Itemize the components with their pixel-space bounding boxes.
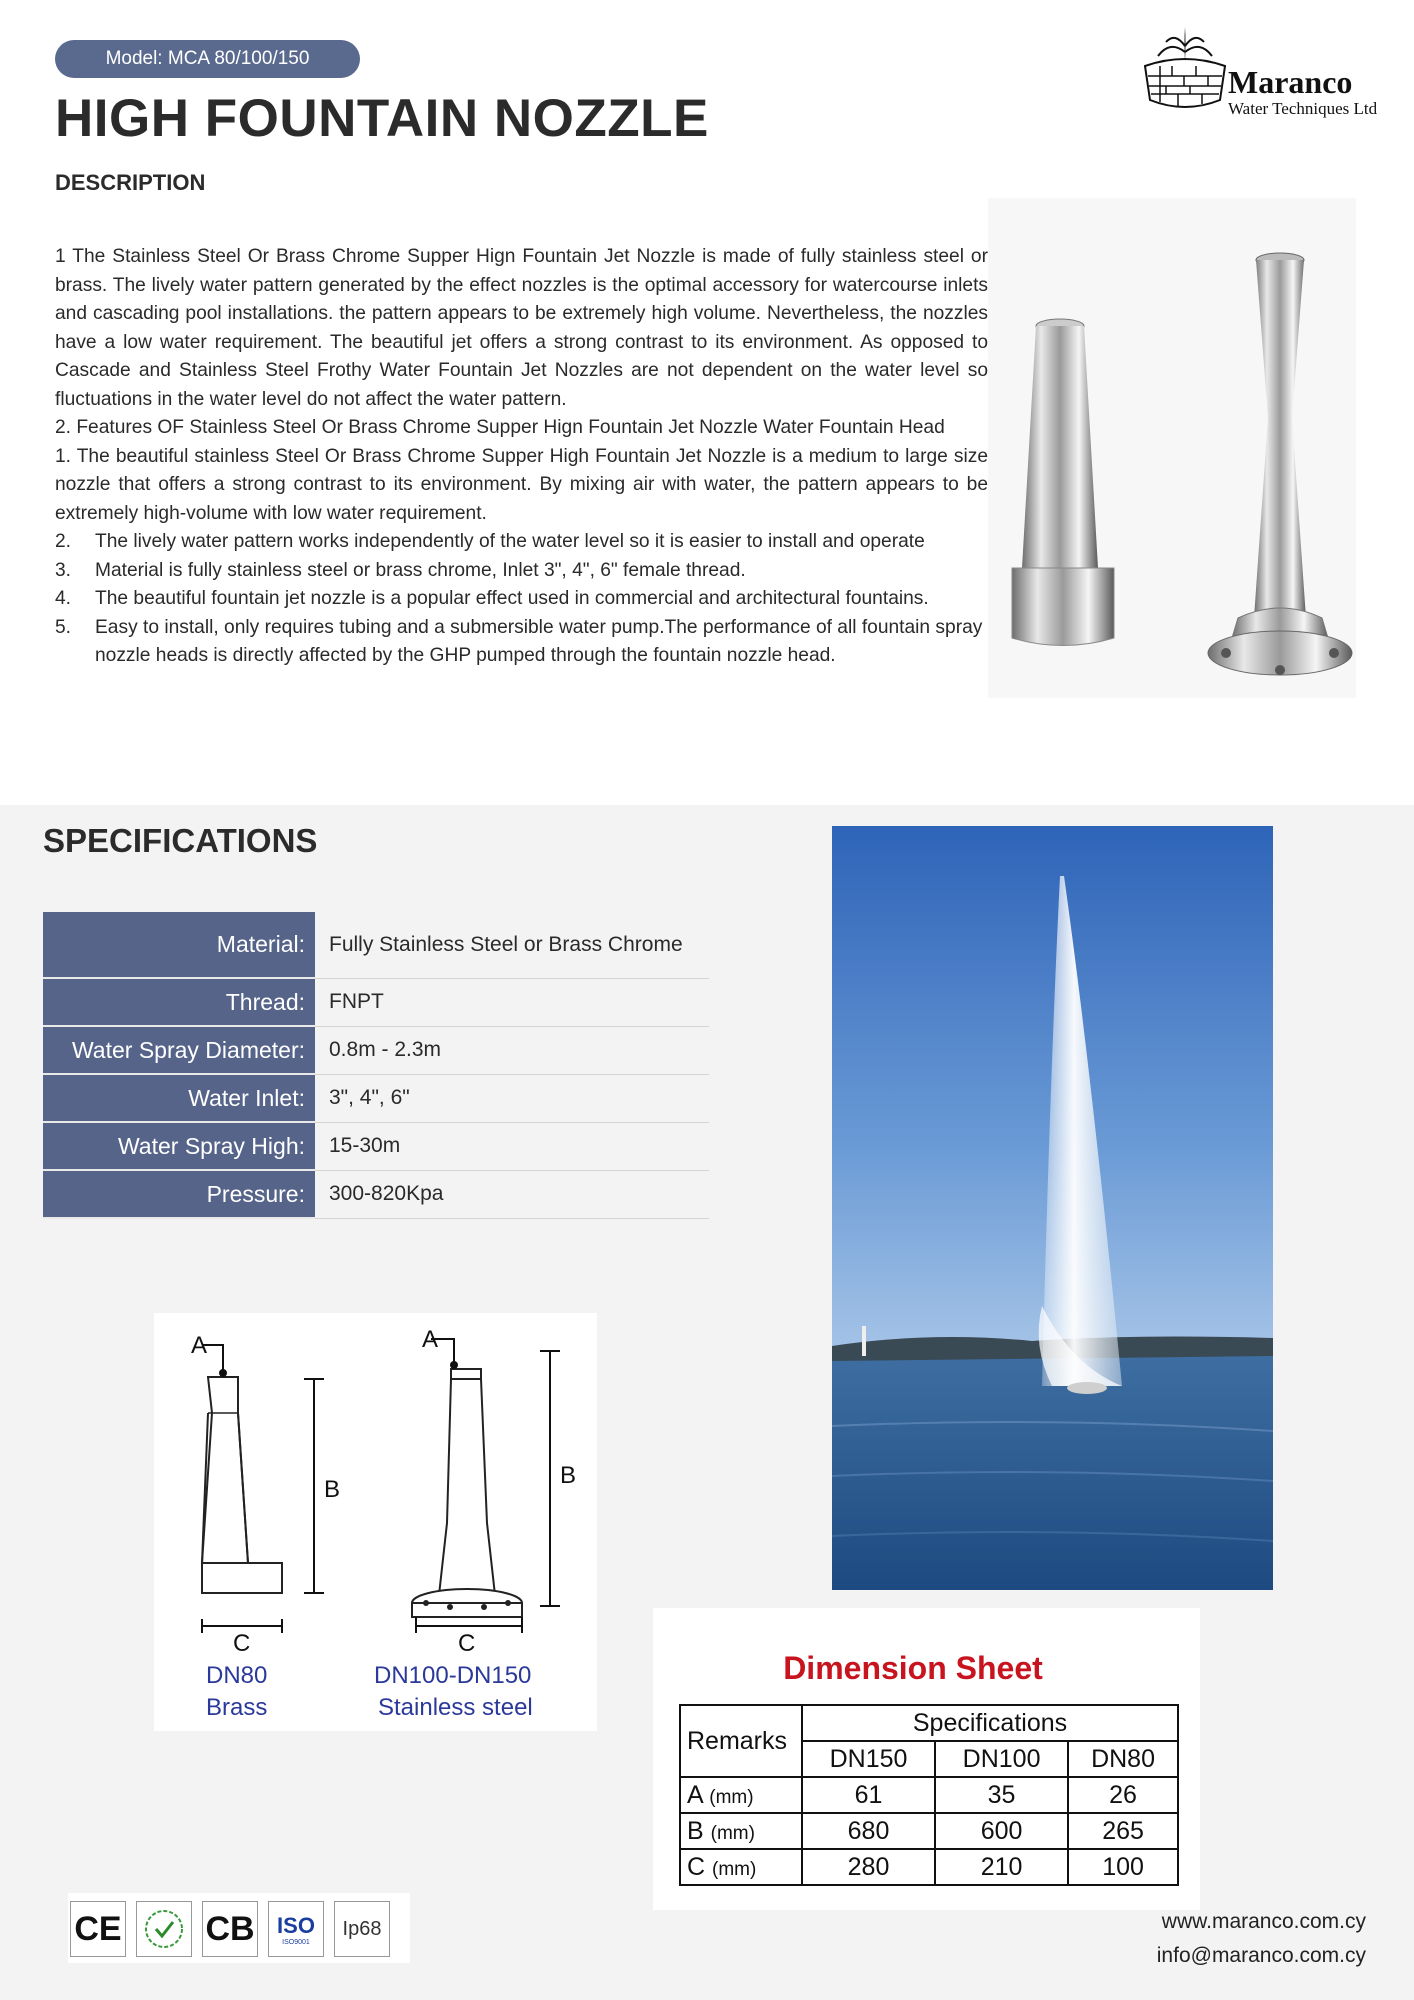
- dim-label-a: A: [422, 1326, 439, 1353]
- dn100-outline: [439, 1379, 495, 1595]
- table-cell: 61: [802, 1777, 935, 1813]
- dn100-dn150-label: DN100-DN150: [374, 1662, 532, 1689]
- nozzle-product-photo: [988, 198, 1356, 698]
- row-unit: (mm): [709, 1786, 754, 1808]
- list-number: 5.: [55, 616, 72, 638]
- description-heading: DESCRIPTION: [55, 170, 206, 195]
- row-unit: (mm): [710, 1822, 755, 1844]
- dim-label-c: C: [458, 1630, 476, 1657]
- spec-label: Water Spray Diameter:: [43, 1026, 315, 1074]
- list-text: The beautiful fountain jet nozzle is a popular effect used in commercial and architectural fountains.: [95, 588, 929, 609]
- spec-value: 15-30m: [315, 1122, 709, 1170]
- row-label: [680, 1813, 802, 1849]
- rohs-laurel-icon: [142, 1907, 186, 1951]
- list-item: [55, 557, 988, 586]
- table-row: [680, 1705, 1178, 1741]
- specifications-table: [43, 912, 709, 1219]
- table-cell: 600: [935, 1813, 1068, 1849]
- feature-list: [55, 528, 988, 671]
- iso-mark-icon: [268, 1901, 324, 1957]
- table-row: [680, 1813, 1178, 1849]
- list-text: Easy to install, only requires tubing and a submersible water pump.The performance of all fountain spray nozzle heads is directly affected by the GHP pumped through the fountain nozzle head.: [95, 616, 983, 666]
- spec-value: 3", 4", 6": [315, 1074, 709, 1122]
- spec-label: Material:: [43, 912, 315, 978]
- dim-label-b: B: [324, 1476, 341, 1503]
- dimension-sheet: [653, 1608, 1200, 1910]
- table-row: [43, 978, 709, 1026]
- spec-label: Water Inlet:: [43, 1074, 315, 1122]
- logo-name: Maranco: [1228, 64, 1353, 100]
- ip68-mark-icon: [334, 1901, 390, 1957]
- list-item: [55, 585, 988, 614]
- iso-sub-text: ISO9001: [282, 1938, 310, 1946]
- contact-info: [1157, 1905, 1366, 1973]
- ce-mark-icon: [70, 1901, 126, 1957]
- model-badge: Model: MCA 80/100/150: [55, 40, 360, 78]
- spec-label: Thread:: [43, 978, 315, 1026]
- certification-logos: [68, 1893, 410, 1963]
- table-cell: 280: [802, 1849, 935, 1885]
- spec-value: Fully Stainless Steel or Brass Chrome: [315, 912, 709, 978]
- ce-text: CE: [74, 1909, 122, 1948]
- iso-text: ISO: [277, 1912, 315, 1938]
- technical-drawing: [154, 1313, 597, 1731]
- list-number: 2.: [55, 531, 72, 552]
- spec-value: 0.8m - 2.3m: [315, 1026, 709, 1074]
- description-paragraph: 2. Features OF Stainless Steel Or Brass Chrome Supper Hign Fountain Jet Nozzle Water Fountain Head: [55, 417, 945, 438]
- dim-label-c: C: [233, 1630, 251, 1657]
- description-text: [55, 243, 988, 671]
- row-label: [680, 1777, 802, 1813]
- column-header: DN150: [802, 1741, 935, 1777]
- table-row: [43, 1122, 709, 1170]
- website-link[interactable]: www.maranco.com.cy: [1161, 1910, 1366, 1933]
- list-text: Material is fully stainless steel or brass chrome, Inlet 3", 4", 6" female thread.: [95, 559, 746, 581]
- table-row: [43, 912, 709, 978]
- spec-value: 300-820Kpa: [315, 1170, 709, 1218]
- list-item: [55, 614, 988, 671]
- logo-subtitle: Water Techniques Ltd: [1228, 99, 1378, 118]
- fountain-logo-icon: [1140, 22, 1230, 112]
- cb-mark-icon: [202, 1901, 258, 1957]
- table-cell: 210: [935, 1849, 1068, 1885]
- row-unit: (mm): [712, 1858, 757, 1880]
- description-paragraph: 1 The Stainless Steel Or Brass Chrome Supper Hign Fountain Jet Nozzle is made of fully stainless steel or brass. The lively water pattern generated by the effect nozzles is the optimal accessory for watercourse inlets and cascading pool installations. the pattern appears to be extremely high volume. Nevertheless, the nozzles have a low water requirement. The beautiful jet offers a strong contrast to its environment. As opposed to Cascade and Stainless Steel Frothy Water Fountain Jet Nozzles are not dependent on the water level so fluctuations in the water level do not affect the water pattern.: [55, 246, 988, 410]
- page-title: HIGH FOUNTAIN NOZZLE: [55, 89, 709, 148]
- table-cell: 680: [802, 1813, 935, 1849]
- table-row: [43, 1074, 709, 1122]
- spec-label: Pressure:: [43, 1170, 315, 1218]
- table-row: [680, 1777, 1178, 1813]
- column-header: DN100: [935, 1741, 1068, 1777]
- list-number: 4.: [55, 588, 72, 609]
- maranco-logo: [1140, 22, 1380, 122]
- list-text: The lively water pattern works independently of the water level so it is easier to install and operate: [95, 531, 925, 552]
- description-paragraph: 1. The beautiful stainless Steel Or Brass Chrome Supper High Fountain Jet Nozzle is a medium to large size nozzle that offers a strong contrast to its environment. By mixing air with water, the pattern appears to be extremely high-volume with low water requirement.: [55, 445, 988, 524]
- spec-label: Water Spray High:: [43, 1122, 315, 1170]
- email-link[interactable]: info@maranco.com.cy: [1156, 1944, 1366, 1967]
- table-cell: 265: [1068, 1813, 1178, 1849]
- row-name: C: [687, 1852, 706, 1881]
- row-name: A: [687, 1780, 703, 1809]
- brass-label: Brass: [206, 1694, 268, 1721]
- row-name: B: [687, 1816, 704, 1845]
- specifications-heading: SPECIFICATIONS: [43, 822, 318, 859]
- dimension-sheet-title: Dimension Sheet: [783, 1650, 1043, 1686]
- fountain-jet-photo: [832, 826, 1273, 1590]
- table-cell: 35: [935, 1777, 1068, 1813]
- table-row: [43, 1026, 709, 1074]
- dimension-table: [679, 1704, 1179, 1886]
- row-label: [680, 1849, 802, 1885]
- table-cell: 26: [1068, 1777, 1178, 1813]
- ip-text: Ip68: [342, 1917, 382, 1940]
- specifications-header: Specifications: [802, 1705, 1178, 1741]
- rohs-icon: [136, 1901, 192, 1957]
- dim-label-a: A: [191, 1332, 208, 1359]
- dim-label-b: B: [560, 1462, 577, 1489]
- column-header: DN80: [1068, 1741, 1178, 1777]
- cb-text: CB: [205, 1909, 255, 1948]
- stainless-label: Stainless steel: [378, 1694, 533, 1721]
- table-row: [680, 1849, 1178, 1885]
- remarks-header: Remarks: [680, 1705, 802, 1777]
- table-cell: 100: [1068, 1849, 1178, 1885]
- table-row: [43, 1170, 709, 1218]
- dn80-label: DN80: [206, 1662, 268, 1689]
- list-item: [55, 528, 988, 557]
- spec-value: FNPT: [315, 978, 709, 1026]
- list-number: 3.: [55, 559, 72, 581]
